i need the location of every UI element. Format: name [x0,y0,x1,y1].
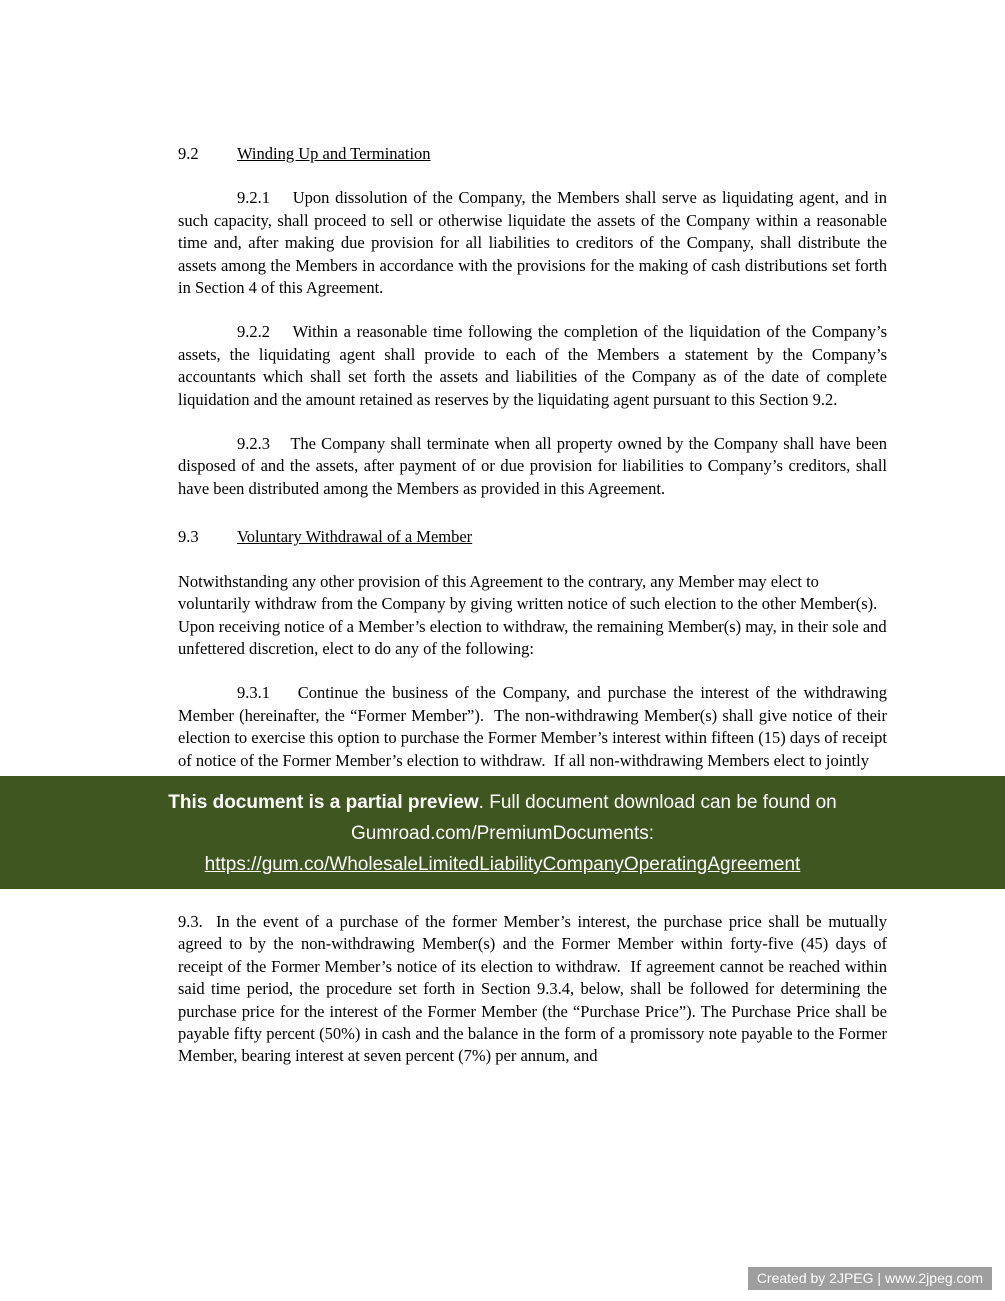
section-9-2-heading [178,143,887,165]
paragraph-9-3-intro: Notwithstanding any other provision of this Agreement to the contrary, any Member may elect to voluntarily withdraw from the Company by giving written notice of such election to the other Member(s). Upon receiving notice of a Member’s election to withdraw, the remaining Member(s) may, in their sole and unfettered discretion, elect to do any of the following: [178,571,887,658]
paragraph-9-3-continued: 9.3. In the event of a purchase of the former Member’s interest, the purchase price shall be mutually agreed to by the non-withdrawing Member(s) and the Former Member within forty-five (45) days of receipt of the Former Member’s notice of its election to withdraw. If agreement cannot be reached within said time period, the procedure set forth in Section 9.3.4, below, shall be followed for determining the purchase price for the interest of the Former Member (the “Purchase Price”). The Purchase Price shall be payable fifty percent (50%) in cash and the balance in the form of a promissory note payable to the Former Member, bearing interest at seven percent (7%) per annum, and [178,911,887,1066]
section-9-2-title: Winding Up and Termination [237,144,431,163]
paragraph-9-2-2: 9.2.2 Within a reasonable time following the completion of the liquidation of the Company’s assets, the liquidating agent shall provide to each of the Members a statement by the Company’s accountants which shall set forth the assets and liabilities of the Company as of the date of complete liquidation and the amount retained as reserves by the liquidating agent pursuant to this Section 9.2. [178,322,887,409]
section-9-3-title: Voluntary Withdrawal of a Member [237,527,473,547]
preview-banner-bold-text: This document is a partial preview [168,791,479,813]
gumroad-link[interactable]: https://gum.co/WholesaleLimitedLiabilityCompanyOperatingAgreement [204,853,801,875]
preview-banner [0,776,1005,889]
paragraph-9-3-1: 9.3.1 Continue the business of the Company, and purchase the interest of the withdrawing Member (hereinafter, the “Former Member”). The non-withdrawing Member(s) shall give notice of their election to exercise this option to purchase the Former Member’s interest within fifteen (15) days of receipt of notice of the Former Member’s election to withdraw. If all non-withdrawing Members elect to jointly [178,683,887,770]
paragraph-9-2-3: 9.2.3 The Company shall terminate when all property owned by the Company shall have been disposed of and the assets, after payment of or due provision for liabilities to Company’s creditors, shall have been distributed among the Members as provided in this Agreement. [178,434,887,498]
paragraph-9-2-1: 9.2.1 Upon dissolution of the Company, the Members shall serve as liquidating agent, and in such capacity, shall proceed to sell or otherwise liquidate the assets of the Company within a reasonable time and, after making due provision for all liabilities to creditors of the Company, shall distribute the assets among the Members in accordance with the provisions for the making of cash distributions set forth in Section 4 of this Agreement. [178,188,887,298]
preview-banner-line-2: Gumroad.com/PremiumDocuments: [350,822,655,844]
preview-banner-line-1 [0,787,1005,818]
section-9-3-number: 9.3 [178,527,199,547]
preview-banner-regular-text: . Full document download can be found on [478,791,837,813]
preview-banner-line-3 [0,849,1005,880]
section-9-2-number: 9.2 [178,144,199,163]
watermark: Created by 2JPEG | www.2jpeg.com [748,1267,992,1290]
section-9-3-heading [178,526,887,548]
